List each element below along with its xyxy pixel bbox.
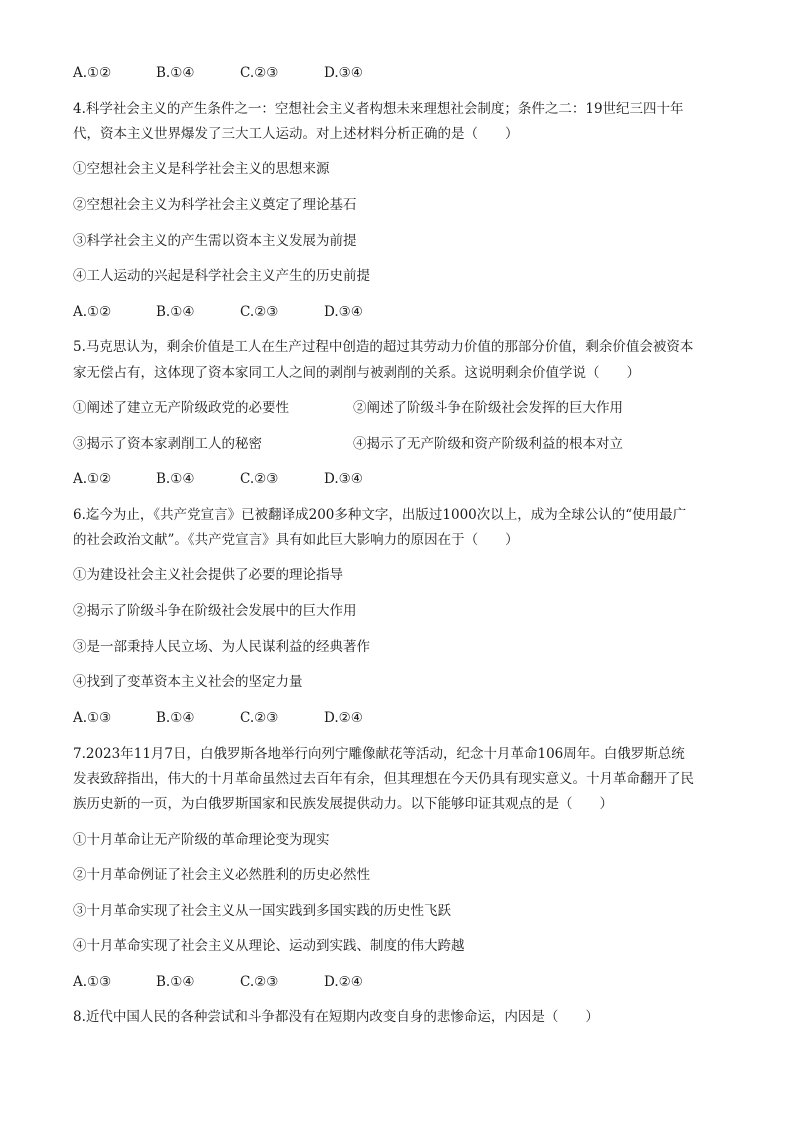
q6-statement-4: ④找到了变革资本主义社会的坚定力量 <box>73 674 303 690</box>
q5-option-b: B.①④ <box>156 471 195 487</box>
q4-statement-1: ①空想社会主义是科学社会主义的思想来源 <box>73 161 330 177</box>
q5-statement-1: ①阐述了建立无产阶级政党的必要性 <box>73 400 289 416</box>
q6-option-b: B.①④ <box>156 710 195 726</box>
q8-stem-line-1: 8.近代中国人民的各种尝试和斗争都没有在短期内改变自身的悲惨命运，内因是（ ） <box>73 1009 599 1025</box>
q3-option-b: B.①④ <box>156 65 195 81</box>
q6-option-d: D.②④ <box>324 710 363 726</box>
q3-option-d: D.③④ <box>324 65 363 81</box>
q4-statement-4: ④工人运动的兴起是科学社会主义产生的历史前提 <box>73 268 370 284</box>
q5-statement-4: ④揭示了无产阶级和资产阶级利益的根本对立 <box>353 436 623 452</box>
q6-option-a: A.①③ <box>73 710 112 726</box>
q3-option-a: A.①② <box>73 65 112 81</box>
q5-statements-row-2 <box>73 435 733 453</box>
q6-stem-line-2: 的社会政治文献”。《共产党宣言》具有如此巨大影响力的原因在于（ ） <box>73 532 519 548</box>
q4-option-a: A.①② <box>73 304 112 320</box>
q4-option-c: C.②③ <box>240 304 279 320</box>
q6-statement-1: ①为建设社会主义社会提供了必要的理论指导 <box>73 567 343 583</box>
q7-statement-1: ①十月革命让无产阶级的革命理论变为现实 <box>73 832 330 848</box>
q7-option-a: A.①③ <box>73 974 112 990</box>
q5-option-a: A.①② <box>73 471 112 487</box>
q4-stem-line-1: 4.科学社会主义的产生条件之一：空想社会主义者构想未来理想社会制度；条件之二：19世纪三四十年 <box>73 101 684 117</box>
q7-statement-3: ③十月革命实现了社会主义从一国实践到多国实践的历史性飞跃 <box>73 903 451 919</box>
q3-option-c: C.②③ <box>240 65 279 81</box>
q6-option-c: C.②③ <box>240 710 279 726</box>
q6-statement-2: ②揭示了阶级斗争在阶级社会发展中的巨大作用 <box>73 603 357 619</box>
q5-stem-line-2: 家无偿占有，这体现了资本家同工人之间的剥削与被剥削的关系。这说明剩余价值学说（ ） <box>73 365 640 381</box>
q7-stem-line-1: 7.2023年11月7日，白俄罗斯各地举行向列宁雕像献花等活动，纪念十月革命106周年。白俄罗斯总统 <box>73 746 685 762</box>
q7-stem-line-2: 发表致辞指出，伟大的十月革命虽然过去百年有余，但其理想在今天仍具有现实意义。十月革命翻开了民 <box>73 771 694 787</box>
q7-option-d: D.②④ <box>324 974 363 990</box>
q5-statements-row-1 <box>73 399 733 417</box>
q7-option-c: C.②③ <box>240 974 279 990</box>
q7-stem-line-3: 族历史新的一页，为白俄罗斯国家和民族发展提供动力。以下能够印证其观点的是（ ） <box>73 796 613 812</box>
q4-option-b: B.①④ <box>156 304 195 320</box>
q5-statement-2: ②阐述了阶级斗争在阶级社会发挥的巨大作用 <box>353 400 623 416</box>
q4-stem-line-2: 代，资本主义世界爆发了三大工人运动。对上述材料分析正确的是（ ） <box>73 126 519 142</box>
q7-statement-4: ④十月革命实现了社会主义从理论、运动到实践、制度的伟大跨越 <box>73 938 465 954</box>
q5-statement-3: ③揭示了资本家剥削工人的秘密 <box>73 436 262 452</box>
q4-statement-3: ③科学社会主义的产生需以资本主义发展为前提 <box>73 233 357 249</box>
q7-statement-2: ②十月革命例证了社会主义必然胜利的历史必然性 <box>73 867 370 883</box>
q7-option-b: B.①④ <box>156 974 195 990</box>
q6-stem-line-1: 6.迄今为止，《共产党宣言》已被翻译成200多种文字，出版过1000次以上，成为全球公认的“使用最广 <box>73 507 687 523</box>
q5-option-d: D.③④ <box>324 471 363 487</box>
q5-option-c: C.②③ <box>240 471 279 487</box>
q5-stem-line-1: 5.马克思认为，剩余价值是工人在生产过程中创造的超过其劳动力价值的那部分价值，剩余价值会被资本 <box>73 339 694 355</box>
q4-option-d: D.③④ <box>324 304 363 320</box>
q4-statement-2: ②空想社会主义为科学社会主义奠定了理论基石 <box>73 197 357 213</box>
q6-statement-3: ③是一部秉持人民立场、为人民谋利益的经典著作 <box>73 639 370 655</box>
